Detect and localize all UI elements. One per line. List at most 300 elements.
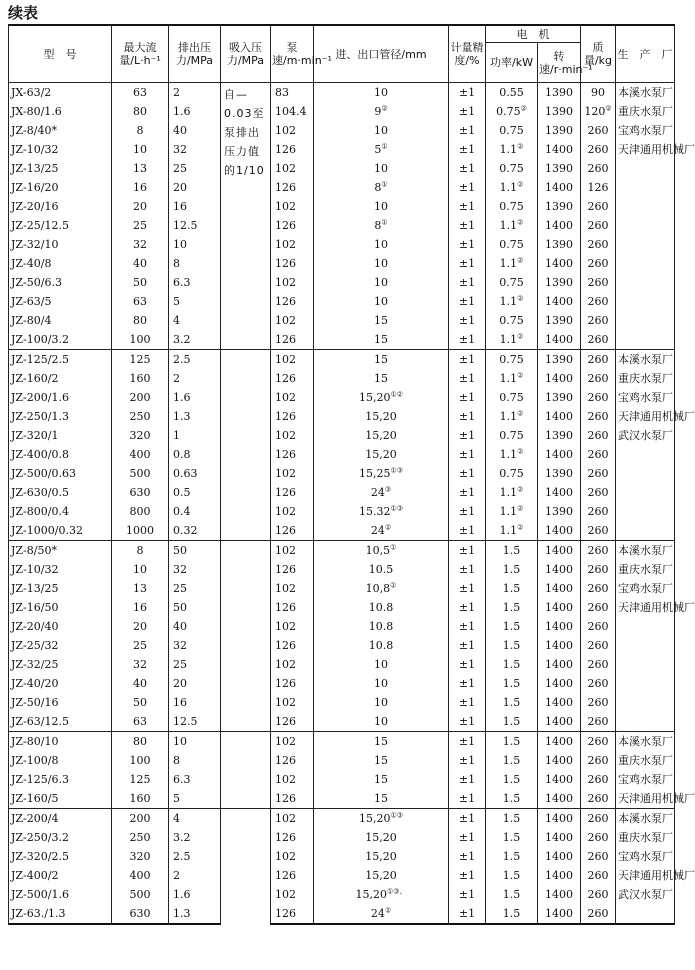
cell-model (9, 636, 112, 655)
cell-accuracy-value: ±1 (458, 715, 476, 728)
cell-mass (581, 732, 616, 752)
cell-accuracy-value: ±1 (458, 276, 476, 289)
cell-rpm-value: 1390 (545, 276, 573, 289)
cell-model (9, 828, 112, 847)
cell-pressure-value: 1.6 (173, 888, 191, 901)
cell-model-value: JZ-32/10 (11, 238, 59, 251)
cell-flow (112, 809, 169, 829)
table-row (9, 178, 675, 197)
header-model: 型 号 (9, 25, 112, 83)
cell-mass-value: 260 (587, 582, 609, 595)
cell-pipe-value: 15,20 (358, 812, 391, 825)
cell-pipe-value: 10 (374, 658, 388, 671)
table-row (9, 885, 675, 904)
cell-rpm-value: 1390 (545, 314, 573, 327)
cell-model (9, 83, 112, 103)
cell-rpm-value: 1390 (545, 162, 573, 175)
cell-model (9, 102, 112, 121)
cell-rpm-value: 1400 (545, 524, 573, 537)
cell-flow-value: 200 (129, 391, 151, 404)
cell-pressure (169, 483, 221, 502)
cell-mass-value: 260 (587, 333, 609, 346)
cell-flow-value: 200 (129, 812, 151, 825)
cell-model-value: JZ-25/32 (11, 639, 59, 652)
cell-accuracy-value: ±1 (458, 238, 476, 251)
cell-model-value: JZ-8/50* (11, 544, 57, 557)
cell-pressure (169, 235, 221, 254)
cell-pipe (314, 732, 449, 752)
cell-rpm (538, 502, 581, 521)
cell-model (9, 121, 112, 140)
cell-flow (112, 502, 169, 521)
cell-rpm (538, 712, 581, 732)
cell-mass-value: 260 (587, 792, 609, 805)
header-max-flow: 最大流量/L·h⁻¹ (112, 25, 169, 83)
cell-flow (112, 655, 169, 674)
cell-model (9, 693, 112, 712)
cell-mass (581, 617, 616, 636)
cell-mass (581, 330, 616, 350)
cell-pump-speed-value: 102 (275, 353, 296, 366)
cell-manufacturer (616, 885, 675, 904)
cell-rpm-value: 1390 (545, 200, 573, 213)
cell-rpm-value: 1390 (545, 238, 573, 251)
cell-pipe-note: ①② (390, 390, 404, 399)
cell-mass-value: 260 (587, 773, 609, 786)
cell-mass-value: 260 (587, 869, 609, 882)
table-row (9, 560, 675, 579)
table-row (9, 712, 675, 732)
cell-manufacturer (616, 866, 695, 885)
cell-pressure (169, 292, 221, 311)
cell-flow-value: 125 (129, 353, 151, 366)
cell-manufacturer-value: 重庆水泵厂 (618, 754, 673, 767)
cell-power (486, 121, 538, 140)
cell-model-value: JZ-320/2.5 (11, 850, 69, 863)
cell-accuracy (449, 102, 486, 121)
cell-rpm-value: 1400 (545, 735, 573, 748)
cell-pump-speed (271, 483, 314, 502)
cell-pump-speed (271, 579, 314, 598)
cell-pump-speed (271, 809, 314, 829)
cell-power-value: 1.5 (502, 792, 521, 805)
header-suction-pressure: 吸入压力/MPa (221, 25, 271, 83)
cell-rpm (538, 426, 581, 445)
cell-pipe-value: 9 (374, 105, 382, 118)
cell-mass (581, 464, 616, 483)
cell-pressure (169, 866, 221, 885)
cell-pressure-value: 25 (173, 162, 187, 175)
cell-suction-pressure (221, 732, 271, 809)
cell-power (486, 292, 538, 311)
cell-pipe-value: 15,20 (358, 391, 391, 404)
cell-accuracy (449, 885, 486, 904)
cell-pipe (314, 254, 449, 273)
table-row (9, 350, 675, 370)
cell-manufacturer-value: 天津通用机械厂 (618, 143, 695, 156)
cell-flow-value: 63 (133, 86, 147, 99)
cell-accuracy-value: ±1 (458, 812, 476, 825)
cell-flow (112, 273, 169, 292)
cell-flow (112, 178, 169, 197)
cell-pump-speed (271, 560, 314, 579)
header-pump-speed: 泵速/m·min⁻¹ (271, 25, 314, 83)
cell-model-value: JZ-80/10 (11, 735, 59, 748)
cell-accuracy-value: ±1 (458, 696, 476, 709)
cell-power-value: 1.1 (499, 372, 518, 385)
cell-power-value: 1.5 (502, 620, 521, 633)
cell-mass-value: 260 (587, 238, 609, 251)
cell-flow (112, 311, 169, 330)
cell-model (9, 407, 112, 426)
cell-manufacturer (616, 178, 675, 197)
cell-flow (112, 235, 169, 254)
cell-manufacturer (616, 904, 675, 924)
cell-power-value: 1.5 (502, 907, 521, 920)
table-row (9, 254, 675, 273)
cell-pipe-value: 24 (370, 524, 385, 537)
cell-flow (112, 445, 169, 464)
cell-pressure (169, 541, 221, 561)
cell-model-value: JZ-400/0.8 (11, 448, 69, 461)
cell-pressure-value: 50 (173, 601, 187, 614)
cell-mass (581, 159, 616, 178)
cell-pressure (169, 426, 221, 445)
cell-mass-value: 260 (587, 372, 609, 385)
cell-power (486, 140, 538, 159)
cell-power (486, 311, 538, 330)
cell-pressure (169, 102, 221, 121)
cell-pipe (314, 674, 449, 693)
table-row (9, 83, 675, 103)
cell-pipe-value: 10.5 (368, 563, 394, 576)
cell-model-value: JZ-20/16 (11, 200, 59, 213)
cell-pipe (314, 560, 449, 579)
cell-manufacturer (616, 789, 695, 809)
cell-pipe-value: 10 (374, 696, 388, 709)
cell-power-value: 1.5 (502, 735, 521, 748)
cell-flow-value: 100 (129, 754, 151, 767)
cell-model (9, 712, 112, 732)
cell-flow (112, 885, 169, 904)
cell-pipe (314, 598, 449, 617)
cell-rpm-value: 1400 (545, 754, 573, 767)
cell-suction-pressure (221, 809, 271, 925)
cell-flow-value: 10 (133, 563, 147, 576)
cell-mass-value: 260 (587, 295, 609, 308)
cell-rpm-value: 1400 (545, 773, 573, 786)
cell-pump-speed-value: 126 (275, 448, 296, 461)
cell-model (9, 350, 112, 370)
cell-power-value: 1.5 (502, 850, 521, 863)
cell-pressure (169, 407, 221, 426)
cell-rpm-value: 1400 (545, 143, 573, 156)
cell-model-value: JZ-40/20 (11, 677, 59, 690)
cell-flow-value: 40 (133, 257, 147, 270)
cell-mass (581, 904, 616, 924)
cell-pressure (169, 178, 221, 197)
table-row (9, 292, 675, 311)
cell-pipe (314, 904, 449, 924)
cell-pressure (169, 693, 221, 712)
cell-manufacturer-value: 天津通用机械厂 (618, 869, 695, 882)
cell-mass (581, 235, 616, 254)
cell-accuracy (449, 847, 486, 866)
cell-flow-value: 25 (133, 219, 147, 232)
cell-flow-value: 20 (133, 200, 147, 213)
cell-pipe (314, 197, 449, 216)
cell-manufacturer (616, 330, 675, 350)
cell-flow-value: 13 (133, 582, 147, 595)
cell-accuracy-value: ±1 (458, 200, 476, 213)
cell-power (486, 426, 538, 445)
cell-power-value: 1.1 (499, 505, 518, 518)
cell-manufacturer-value: 宝鸡水泵厂 (618, 582, 673, 595)
cell-rpm (538, 885, 581, 904)
cell-accuracy-value: ±1 (458, 544, 476, 557)
cell-model-value: JX-80/1.6 (11, 105, 62, 118)
cell-pipe-note: ①③ (390, 466, 404, 475)
cell-rpm (538, 254, 581, 273)
cell-pump-speed (271, 121, 314, 140)
cell-accuracy (449, 121, 486, 140)
cell-mass-value: 260 (587, 410, 609, 423)
table-row (9, 140, 675, 159)
cell-accuracy-value: ±1 (458, 391, 476, 404)
cell-manufacturer (616, 828, 675, 847)
cell-mass-value: 260 (587, 677, 609, 690)
cell-pipe-value: 15,20 (365, 410, 397, 423)
cell-pressure-value: 2.5 (173, 850, 191, 863)
cell-model (9, 464, 112, 483)
cell-flow (112, 292, 169, 311)
cell-pipe-note: ① (381, 180, 388, 189)
cell-accuracy-value: ±1 (458, 295, 476, 308)
cell-accuracy (449, 254, 486, 273)
cell-pressure-value: 8 (173, 257, 180, 270)
cell-pipe (314, 770, 449, 789)
cell-power-note: ② (517, 504, 524, 513)
cell-mass-value: 260 (587, 696, 609, 709)
cell-power-value: 1.5 (502, 582, 521, 595)
cell-pipe (314, 426, 449, 445)
header-row-1 (9, 25, 675, 43)
cell-pipe-note: ①③ (390, 811, 404, 820)
cell-power-value: 1.1 (499, 143, 518, 156)
cell-power (486, 560, 538, 579)
cell-manufacturer-value: 宝鸡水泵厂 (618, 850, 673, 863)
cell-pressure (169, 350, 221, 370)
cell-manufacturer (616, 292, 675, 311)
cell-manufacturer-value: 本溪水泵厂 (618, 812, 673, 825)
cell-rpm (538, 83, 581, 103)
cell-power (486, 904, 538, 924)
cell-mass (581, 885, 616, 904)
cell-power-value: 0.75 (499, 429, 524, 442)
cell-pressure-value: 6.3 (173, 276, 191, 289)
cell-flow-value: 10 (133, 143, 147, 156)
cell-manufacturer-value: 本溪水泵厂 (618, 735, 673, 748)
cell-model-value: JZ-200/1.6 (11, 391, 69, 404)
cell-pipe-value: 15 (374, 754, 388, 767)
cell-accuracy-value: ±1 (458, 181, 476, 194)
cell-pressure (169, 579, 221, 598)
cell-accuracy-value: ±1 (458, 219, 476, 232)
cell-model (9, 655, 112, 674)
cell-power-value: 1.5 (502, 888, 521, 901)
cell-manufacturer (616, 407, 695, 426)
cell-manufacturer (616, 426, 675, 445)
cell-accuracy (449, 311, 486, 330)
cell-mass-value: 260 (587, 544, 609, 557)
cell-manufacturer (616, 369, 675, 388)
table-row (9, 674, 675, 693)
cell-mass (581, 83, 616, 103)
cell-rpm (538, 598, 581, 617)
cell-pipe-value: 24 (370, 907, 385, 920)
cell-model-value: JZ-80/4 (11, 314, 52, 327)
cell-power (486, 178, 538, 197)
cell-manufacturer-value: 天津通用机械厂 (618, 792, 695, 805)
cell-power (486, 235, 538, 254)
cell-pump-speed-value: 102 (275, 124, 296, 137)
cell-power-note: ② (517, 485, 524, 494)
cell-manufacturer (616, 502, 675, 521)
cell-manufacturer-value: 重庆水泵厂 (618, 372, 673, 385)
cell-power-note: ② (517, 142, 524, 151)
cell-power-value: 1.5 (502, 869, 521, 882)
cell-flow (112, 828, 169, 847)
cell-model-value: JZ-50/16 (11, 696, 59, 709)
cell-manufacturer (616, 521, 675, 541)
cell-manufacturer-value: 宝鸡水泵厂 (618, 124, 673, 137)
cell-rpm (538, 636, 581, 655)
cell-pressure (169, 904, 221, 924)
cell-flow (112, 216, 169, 235)
cell-pipe-value: 10 (374, 276, 388, 289)
cell-pipe-value: 10 (374, 124, 388, 137)
cell-flow (112, 464, 169, 483)
header-power: 功率/kW (486, 43, 538, 83)
cell-pipe-value: 15 (374, 372, 388, 385)
cell-pressure-value: 0.63 (173, 467, 198, 480)
cell-rpm-value: 1390 (545, 391, 573, 404)
cell-model-value: JZ-250/1.3 (11, 410, 69, 423)
table-row (9, 866, 675, 885)
cell-manufacturer (616, 617, 675, 636)
cell-pump-speed (271, 216, 314, 235)
table-row (9, 521, 675, 541)
cell-pipe-note: ② (384, 523, 392, 532)
cell-accuracy (449, 273, 486, 292)
cell-rpm (538, 579, 581, 598)
cell-pump-speed-value: 126 (275, 639, 296, 652)
cell-pipe (314, 102, 449, 121)
header-mass: 质量/kg (581, 25, 616, 83)
cell-power (486, 579, 538, 598)
cell-mass (581, 655, 616, 674)
cell-model (9, 521, 112, 541)
cell-model (9, 579, 112, 598)
cell-power (486, 159, 538, 178)
cell-pump-speed (271, 541, 314, 561)
cell-rpm-value: 1400 (545, 677, 573, 690)
cell-pressure-value: 0.5 (173, 486, 191, 499)
table-row (9, 636, 675, 655)
cell-accuracy (449, 693, 486, 712)
cell-pump-speed (271, 330, 314, 350)
cell-accuracy (449, 712, 486, 732)
cell-pressure-value: 12.5 (173, 715, 198, 728)
cell-rpm (538, 102, 581, 121)
cell-pump-speed-value: 126 (275, 333, 296, 346)
cell-pressure-value: 5 (173, 792, 180, 805)
cell-mass-value: 260 (587, 812, 609, 825)
table-row (9, 847, 675, 866)
cell-pressure (169, 216, 221, 235)
cell-mass-value: 260 (587, 620, 609, 633)
cell-rpm-value: 1390 (545, 105, 573, 118)
cell-power (486, 732, 538, 752)
cell-model-value: JZ-100/3.2 (11, 333, 69, 346)
cell-pipe-value: 24 (370, 486, 385, 499)
cell-rpm (538, 178, 581, 197)
cell-accuracy (449, 541, 486, 561)
cell-power-note: ② (517, 332, 524, 341)
cell-pressure (169, 330, 221, 350)
cell-mass-value: 260 (587, 601, 609, 614)
cell-rpm (538, 521, 581, 541)
cell-pipe (314, 636, 449, 655)
cell-rpm (538, 617, 581, 636)
cell-power (486, 712, 538, 732)
cell-manufacturer (616, 445, 675, 464)
cell-pressure (169, 197, 221, 216)
cell-rpm (538, 693, 581, 712)
cell-rpm-value: 1400 (545, 639, 573, 652)
cell-model-value: JZ-32/25 (11, 658, 59, 671)
cell-power-value: 0.75 (499, 314, 524, 327)
cell-rpm-value: 1400 (545, 812, 573, 825)
cell-model (9, 847, 112, 866)
cell-pump-speed-value: 126 (275, 486, 296, 499)
cell-pipe-value: 10.8 (368, 620, 394, 633)
cell-accuracy (449, 369, 486, 388)
cell-model (9, 866, 112, 885)
cell-model-value: JZ-160/2 (11, 372, 59, 385)
cell-mass-value: 260 (587, 907, 609, 920)
cell-manufacturer (616, 159, 675, 178)
cell-flow-value: 400 (129, 869, 151, 882)
cell-rpm-value: 1400 (545, 888, 573, 901)
cell-pipe-value: 15 (374, 735, 388, 748)
cell-flow (112, 579, 169, 598)
cell-model-value: JZ-13/25 (11, 582, 59, 595)
cell-flow-value: 40 (133, 677, 147, 690)
cell-mass-value: 260 (587, 448, 609, 461)
cell-rpm (538, 388, 581, 407)
cell-pipe (314, 712, 449, 732)
cell-pump-speed (271, 655, 314, 674)
cell-mass-value: 260 (587, 563, 609, 576)
cell-accuracy-value: ±1 (458, 735, 476, 748)
cell-accuracy (449, 770, 486, 789)
cell-pressure-value: 8 (173, 754, 180, 767)
cell-pipe (314, 502, 449, 521)
cell-accuracy-value: ±1 (458, 907, 476, 920)
cell-rpm (538, 655, 581, 674)
cell-pump-speed-value: 102 (275, 276, 296, 289)
